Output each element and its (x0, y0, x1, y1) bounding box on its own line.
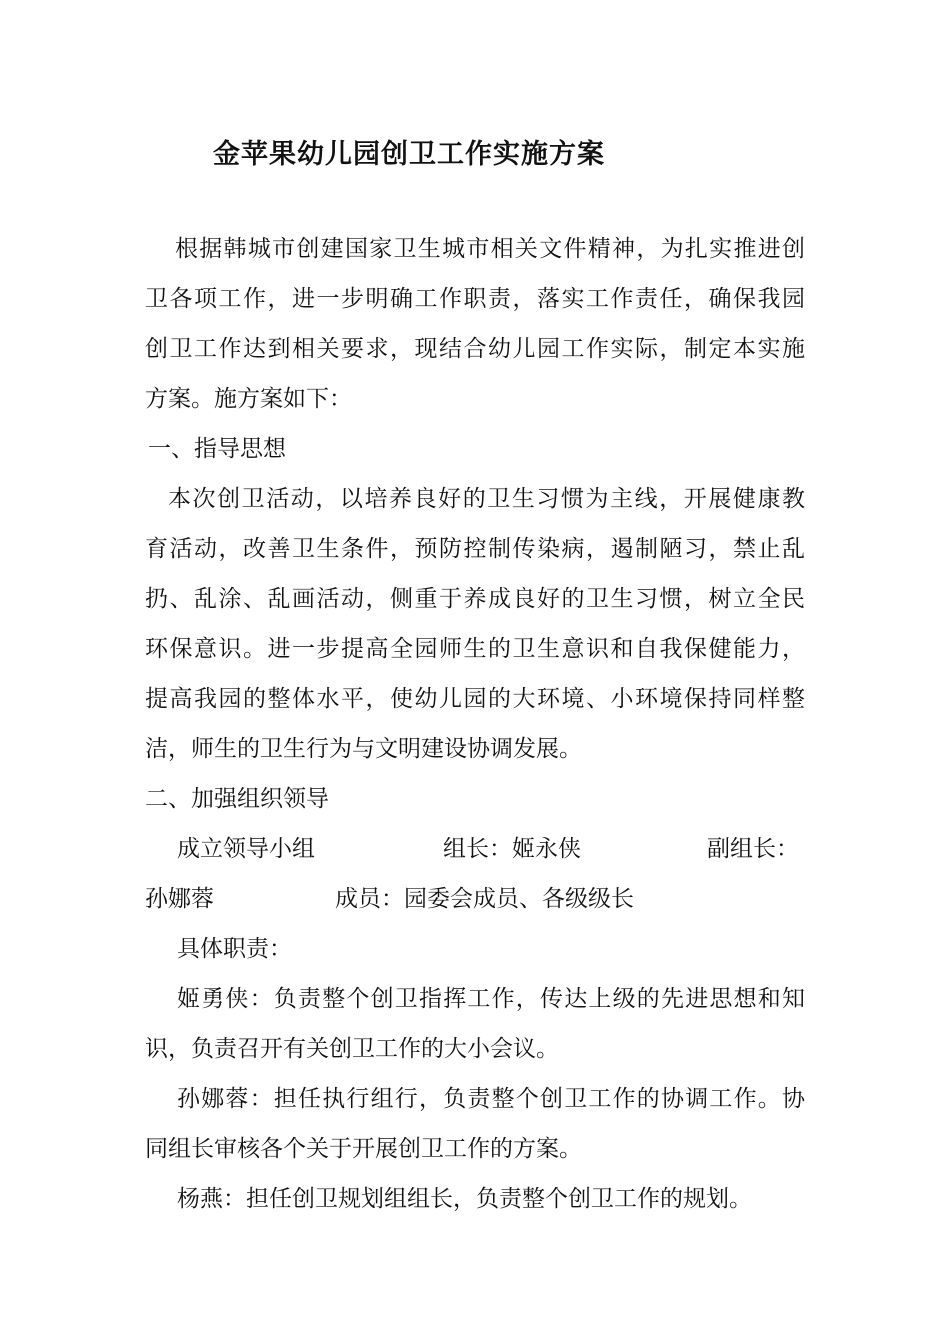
intro-line: 创卫工作达到相关要求，现结合幼儿园工作实际，制定本实施 (145, 336, 805, 362)
document-title: 金苹果幼儿园创卫工作实施方案 (213, 139, 605, 170)
members: 成员：园委会成员、各级级长 (335, 886, 634, 912)
intro-line: 卫各项工作，进一步明确工作职责，落实工作责任，确保我园 (145, 286, 805, 312)
section1-line: 环保意识。进一步提高全园师生的卫生意识和自我保健能力， (145, 636, 805, 662)
duty-line: 同组长审核各个关于开展创卫工作的方案。 (145, 1136, 582, 1162)
members-row (145, 884, 805, 914)
section-heading-organization: 二、加强组织领导 (145, 786, 329, 812)
section1-line: 提高我园的整体水平，使幼儿园的大环境、小环境保持同样整 (145, 686, 805, 712)
duty-line: 识，负责召开有关创卫工作的大小会议。 (145, 1036, 559, 1062)
duty-line: 孙娜蓉：担任执行组行，负责整个创卫工作的协调工作。协 (177, 1086, 805, 1112)
duties-label: 具体职责： (177, 936, 292, 962)
section1-line: 本次创卫活动，以培养良好的卫生习惯为主线，开展健康教 (168, 486, 805, 512)
section-heading-guiding-ideology: 一、指导思想 (148, 436, 286, 462)
duty-line: 姬勇侠：负责整个创卫指挥工作，传达上级的先进思想和知 (177, 986, 805, 1012)
intro-line: 根据韩城市创建国家卫生城市相关文件精神，为扎实推进创 (175, 236, 805, 262)
leader: 组长：姬永侠 (443, 836, 581, 862)
vice-leader-name: 孙娜蓉 (145, 886, 214, 912)
leadership-row (145, 834, 805, 864)
section1-line: 洁，师生的卫生行为与文明建设协调发展。 (145, 736, 582, 762)
section1-line: 育活动，改善卫生条件，预防控制传染病，遏制陋习，禁止乱 (145, 536, 805, 562)
intro-line: 方案。施方案如下： (145, 386, 352, 412)
group-label: 成立领导小组 (177, 836, 315, 862)
vice-leader-label: 副组长： (707, 836, 799, 862)
section1-line: 扔、乱涂、乱画活动，侧重于养成良好的卫生习惯，树立全民 (145, 586, 805, 612)
duty-line: 杨燕：担任创卫规划组组长，负责整个创卫工作的规划。 (177, 1186, 752, 1212)
